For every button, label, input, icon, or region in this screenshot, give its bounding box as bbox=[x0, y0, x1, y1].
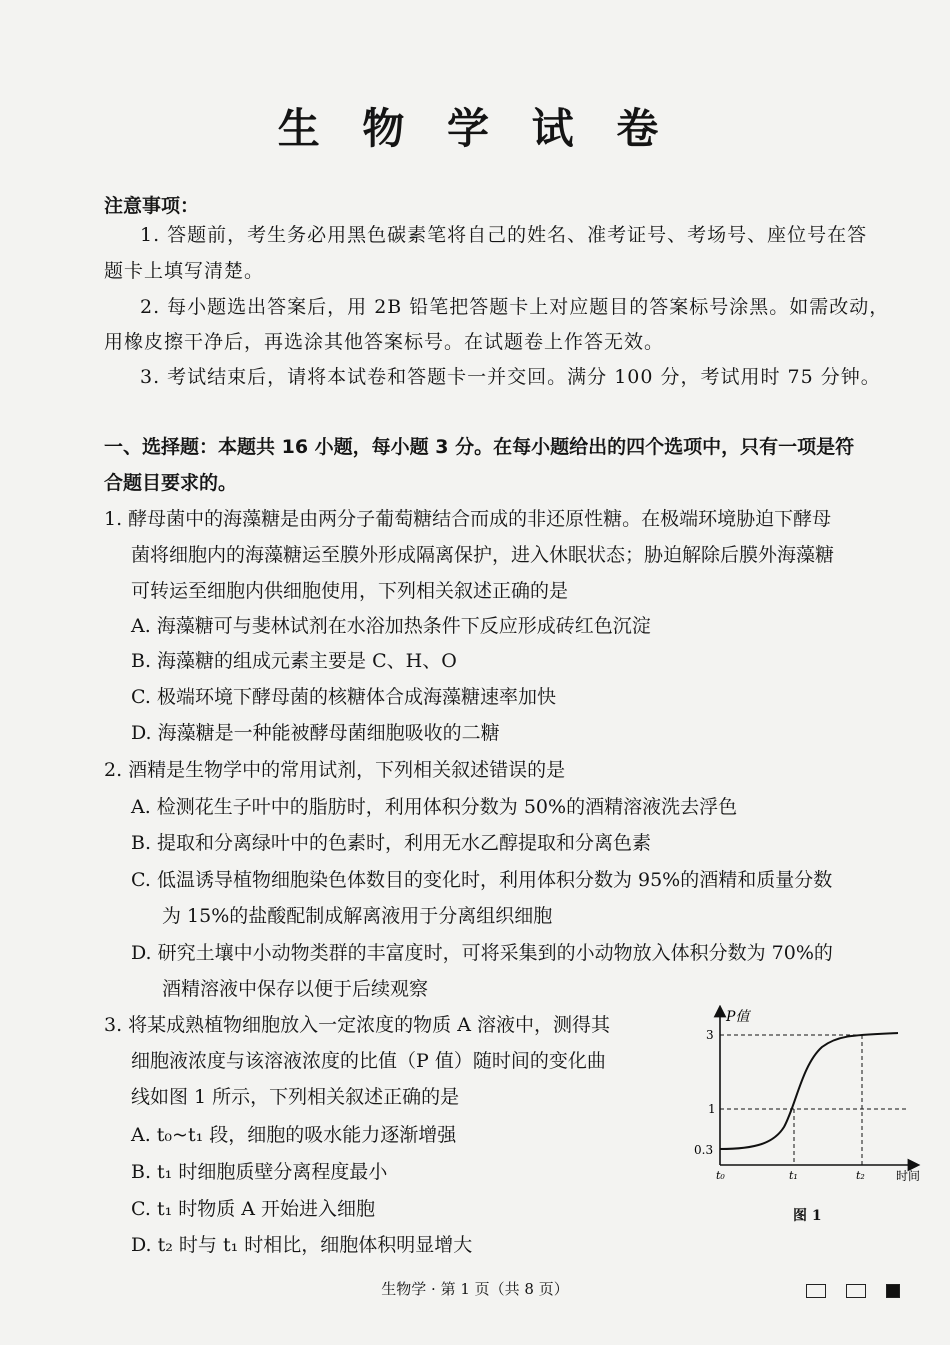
q3-option-d: D. t₂ 时与 t₁ 时相比，细胞体积明显增大 bbox=[131, 1234, 473, 1256]
q2-option-a: A. 检测花生子叶中的脂肪时，利用体积分数为 50%的酒精溶液洗去浮色 bbox=[131, 796, 738, 818]
q3-option-c: C. t₁ 时物质 A 开始进入细胞 bbox=[131, 1198, 376, 1220]
q3-stem: 细胞液浓度与该溶液浓度的比值（P 值）随时间的变化曲 bbox=[131, 1050, 606, 1072]
q2-option-c-cont: 为 15%的盐酸配制成解离液用于分离组织细胞 bbox=[162, 905, 553, 927]
q1-stem: 1. 酵母菌中的海藻糖是由两分子葡萄糖结合而成的非还原性糖。在极端环境胁迫下酵母 bbox=[104, 508, 832, 530]
box-mark bbox=[846, 1284, 866, 1298]
y-tick-0-3: 0.3 bbox=[694, 1143, 714, 1157]
q3-option-b: B. t₁ 时细胞质壁分离程度最小 bbox=[131, 1161, 388, 1183]
notice-line: 2. 每小题选出答案后，用 2B 铅笔把答题卡上对应题目的答案标号涂黑。如需改动， bbox=[140, 296, 890, 318]
figure-caption: 图 1 bbox=[793, 1208, 822, 1224]
y-axis-label: P值 bbox=[726, 1009, 750, 1025]
x-tick-t1: t₁ bbox=[789, 1169, 798, 1182]
x-tick-t2: t₂ bbox=[856, 1169, 865, 1182]
q3-stem: 线如图 1 所示，下列相关叙述正确的是 bbox=[131, 1086, 460, 1108]
notice-line: 用橡皮擦干净后，再选涂其他答案标号。在试题卷上作答无效。 bbox=[104, 331, 665, 353]
q2-stem: 2. 酒精是生物学中的常用试剂，下列相关叙述错误的是 bbox=[104, 759, 566, 781]
notice-heading: 注意事项： bbox=[104, 195, 200, 217]
q1-option-a: A. 海藻糖可与斐林试剂在水浴加热条件下反应形成砖红色沉淀 bbox=[131, 615, 651, 637]
notice-line: 3. 考试结束后，请将本试卷和答题卡一并交回。满分 100 分，考试用时 75 分钟。 bbox=[140, 366, 881, 388]
q2-option-c: C. 低温诱导植物细胞染色体数目的变化时，利用体积分数为 95%的酒精和质量分数 bbox=[131, 869, 833, 891]
section-heading-cont: 合题目要求的。 bbox=[104, 472, 238, 494]
notice-line: 1. 答题前，考生务必用黑色碳素笔将自己的姓名、准考证号、考场号、座位号在答 bbox=[140, 224, 868, 246]
y-tick-1: 1 bbox=[708, 1102, 716, 1116]
q1-stem: 菌将细胞内的海藻糖运至膜外形成隔离保护，进入休眠状态；胁迫解除后膜外海藻糖 bbox=[131, 544, 835, 566]
q3-stem: 3. 将某成熟植物细胞放入一定浓度的物质 A 溶液中，测得其 bbox=[104, 1014, 610, 1036]
q2-option-d: D. 研究土壤中小动物类群的丰富度时，可将采集到的小动物放入体积分数为 70%的 bbox=[131, 942, 833, 964]
q1-stem: 可转运至细胞内供细胞使用，下列相关叙述正确的是 bbox=[131, 580, 569, 602]
x-axis-label: 时间 bbox=[896, 1169, 921, 1183]
notice-line: 题卡上填写清楚。 bbox=[104, 260, 265, 282]
q2-option-d-cont: 酒精溶液中保存以便于后续观察 bbox=[162, 978, 429, 1000]
q1-option-b: B. 海藻糖的组成元素主要是 C、H、O bbox=[131, 650, 457, 672]
y-tick-3: 3 bbox=[706, 1028, 714, 1042]
q2-option-b: B. 提取和分离绿叶中的色素时，利用无水乙醇提取和分离色素 bbox=[131, 832, 652, 854]
page-footer: 生物学 · 第 1 页（共 8 页） bbox=[381, 1280, 569, 1298]
filled-mark bbox=[886, 1284, 900, 1298]
figure-1-curve bbox=[686, 1005, 926, 1195]
p-value-curve bbox=[720, 1033, 898, 1149]
box-mark bbox=[806, 1284, 826, 1298]
page-title: 生 物 学 试 卷 bbox=[277, 104, 673, 153]
section-heading: 一、选择题：本题共 16 小题，每小题 3 分。在每小题给出的四个选项中，只有一项是符 bbox=[104, 436, 855, 458]
q1-option-d: D. 海藻糖是一种能被酵母菌细胞吸收的二糖 bbox=[131, 722, 500, 744]
q1-option-c: C. 极端环境下酵母菌的核糖体合成海藻糖速率加快 bbox=[131, 686, 556, 708]
x-tick-t0: t₀ bbox=[716, 1169, 725, 1182]
page-marks bbox=[806, 1280, 900, 1299]
q3-option-a: A. t₀~t₁ 段，细胞的吸水能力逐渐增强 bbox=[131, 1124, 457, 1146]
